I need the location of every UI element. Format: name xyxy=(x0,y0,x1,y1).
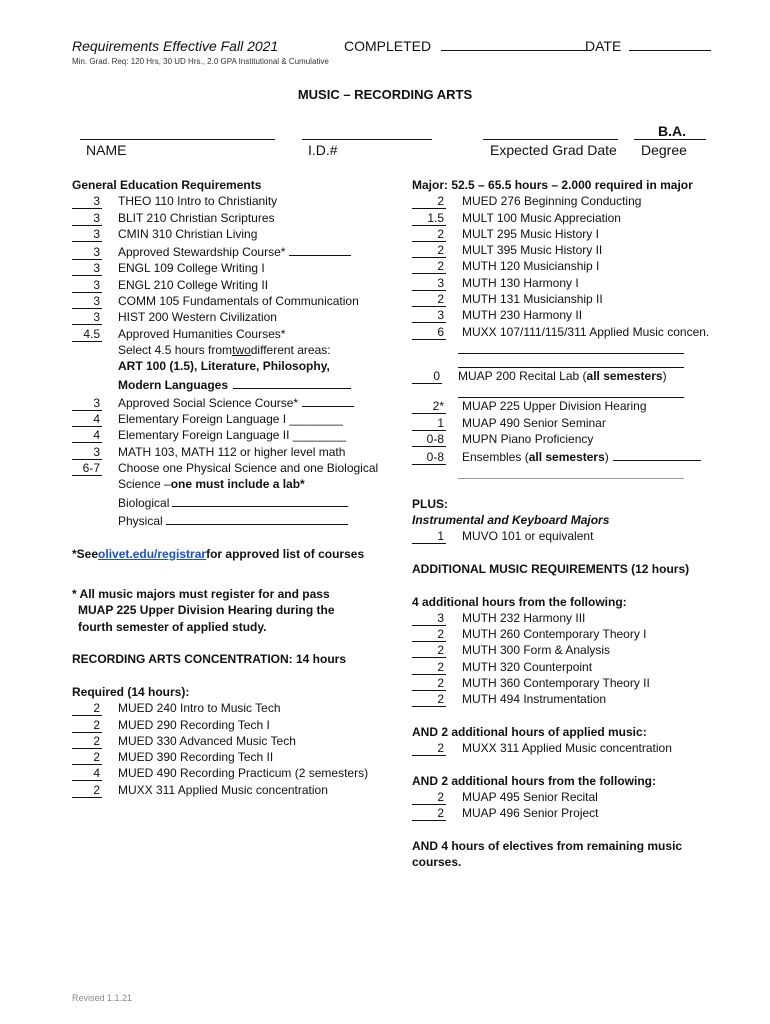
course-name: MUTH 130 Harmony I xyxy=(462,275,579,290)
completed-field[interactable] xyxy=(441,50,591,51)
course-name: MUAP 496 Senior Project xyxy=(462,806,599,821)
credit-field[interactable]: 0-8 xyxy=(412,449,446,465)
course-row xyxy=(412,659,732,675)
course-row xyxy=(72,700,392,716)
course-row xyxy=(72,765,392,781)
gen-ed-list-2 xyxy=(72,393,392,476)
left-column xyxy=(72,177,392,798)
course-row xyxy=(72,444,392,460)
course-name: MULT 295 Music History I xyxy=(462,226,599,241)
course-name: MUTH 494 Instrumentation xyxy=(462,692,607,707)
course-row xyxy=(412,398,732,414)
course-row xyxy=(412,642,732,658)
course-name: COMM 105 Fundamentals of Communication xyxy=(118,294,359,309)
major-blank-4 xyxy=(412,465,732,479)
date-label xyxy=(585,38,711,54)
ensembles-close: ) xyxy=(604,450,609,465)
humanities-note-text: Select 4.5 hours from xyxy=(118,342,233,357)
credit-field[interactable]: 3 xyxy=(72,293,102,309)
course-name: MUTH 300 Form & Analysis xyxy=(462,643,611,658)
course-name: MULT 100 Music Appreciation xyxy=(462,210,621,225)
completed-label xyxy=(344,38,591,54)
credit-field[interactable]: 2 xyxy=(412,805,446,821)
date-field[interactable] xyxy=(629,50,711,51)
degree-line xyxy=(634,139,706,140)
credit-field[interactable]: 3 xyxy=(72,309,102,325)
credit-field[interactable]: 3 xyxy=(72,277,102,293)
course-name: MUXX 107/111/115/311 Applied Music concen. xyxy=(462,324,710,339)
course-name: Choose one Physical Science and one Biological xyxy=(118,461,379,476)
credit-field[interactable]: 2 xyxy=(412,659,446,675)
humanities-note-two: two xyxy=(232,342,251,357)
name-field[interactable] xyxy=(80,139,275,140)
course-row xyxy=(412,415,732,431)
science-note-lab: one must include a lab* xyxy=(170,477,305,492)
course-name: MULT 395 Music History II xyxy=(462,243,603,258)
course-row xyxy=(412,242,732,258)
see-registrar-note xyxy=(72,546,392,562)
course-name: MUAP 225 Upper Division Hearing xyxy=(462,399,647,414)
course-name: MUVO 101 or equivalent xyxy=(462,529,594,544)
credit-field[interactable]: 2 xyxy=(412,642,446,658)
four-hours-list xyxy=(412,610,732,708)
major-blank-2 xyxy=(412,354,732,368)
credit-field[interactable]: 2 xyxy=(412,291,446,307)
biological-label: Biological xyxy=(118,495,170,510)
grad-date-field[interactable] xyxy=(483,139,618,140)
credit-field[interactable]: 2 xyxy=(412,675,446,691)
two-hours-heading: AND 2 additional hours from the following: xyxy=(412,773,656,788)
degree-value: B.A. xyxy=(658,123,686,139)
course-name: MUED 240 Intro to Music Tech xyxy=(118,701,281,716)
ensembles-field[interactable] xyxy=(613,447,701,461)
credit-field[interactable]: 4 xyxy=(72,411,102,427)
course-name: MUPN Piano Proficiency xyxy=(462,431,594,446)
credit-field[interactable]: 4 xyxy=(72,427,102,443)
credit-field[interactable]: 3 xyxy=(72,244,102,260)
course-row xyxy=(72,242,392,260)
applied-item xyxy=(412,740,732,756)
credit-field[interactable]: 1.5 xyxy=(412,210,446,226)
course-row xyxy=(412,789,732,805)
course-name: THEO 110 Intro to Christianity xyxy=(118,194,278,209)
course-name: HIST 200 Western Civilization xyxy=(118,310,277,325)
credit-field[interactable]: 6-7 xyxy=(72,460,102,476)
credit-field[interactable]: 3 xyxy=(72,210,102,226)
music-majors-note-line2: MUAP 225 Upper Division Hearing during the xyxy=(78,603,335,618)
credit-field[interactable]: 6 xyxy=(412,324,446,340)
credit-field[interactable]: 2 xyxy=(72,782,102,798)
credit-field[interactable]: 0-8 xyxy=(412,431,446,447)
course-name: MUED 390 Recording Tech II xyxy=(118,750,274,765)
see-note-text: *See xyxy=(72,546,99,561)
course-name: MUXX 311 Applied Music concentration xyxy=(462,741,672,756)
credit-field[interactable]: 2 xyxy=(412,226,446,242)
course-row xyxy=(412,226,732,242)
credit-field[interactable]: 2 xyxy=(72,749,102,765)
min-grad-req: Min. Grad. Req: 120 Hrs, 30 UD Hrs., 2.0 GPA Institutional & Cumulative xyxy=(72,57,329,66)
plus-heading: PLUS: xyxy=(412,496,448,511)
science-note xyxy=(72,476,392,492)
course-row xyxy=(412,431,732,447)
course-row xyxy=(412,275,732,291)
course-name: MUED 290 Recording Tech I xyxy=(118,717,270,732)
course-row xyxy=(72,309,392,325)
course-name: MUED 490 Recording Practicum (2 semesters) xyxy=(118,766,369,781)
revised-footer: Revised 1.1.21 xyxy=(72,993,133,1003)
course-row xyxy=(72,260,392,276)
degree-label: Degree xyxy=(641,142,687,158)
concentration-list xyxy=(72,700,392,798)
course-row xyxy=(412,258,732,274)
applied-heading: AND 2 additional hours of applied music: xyxy=(412,724,647,739)
credit-field[interactable]: 2 xyxy=(412,691,446,707)
course-name: MUTH 232 Harmony III xyxy=(462,610,586,625)
course-name: MUXX 311 Applied Music concentration xyxy=(118,782,328,797)
course-row xyxy=(412,626,732,642)
course-row xyxy=(72,782,392,798)
required-heading: Required (14 hours): xyxy=(72,684,190,699)
course-name: MATH 103, MATH 112 or higher level math xyxy=(118,444,346,459)
course-row xyxy=(72,293,392,309)
course-row xyxy=(412,691,732,707)
credit-field[interactable]: 2 xyxy=(412,740,446,756)
credit-field[interactable]: 0 xyxy=(412,368,442,384)
page-title: MUSIC – RECORDING ARTS xyxy=(297,87,473,102)
credit-field[interactable]: 3 xyxy=(72,395,102,411)
course-row xyxy=(72,226,392,242)
course-name: Approved Humanities Courses* xyxy=(118,326,286,341)
biological-field[interactable] xyxy=(172,493,348,507)
major-blank-field-4[interactable] xyxy=(458,465,684,479)
major-blank-1 xyxy=(412,340,732,354)
recital-lab-text xyxy=(458,368,667,384)
right-column xyxy=(412,177,732,871)
course-name: Elementary Foreign Language II ________ xyxy=(118,428,347,443)
gen-ed-heading: General Education Requirements xyxy=(72,178,262,192)
humanities-areas: ART 100 (1.5), Literature, Philosophy, xyxy=(118,359,330,374)
requirements-effective: Requirements Effective Fall 2021 xyxy=(72,38,279,54)
credit-field[interactable]: 2 xyxy=(72,733,102,749)
course-row xyxy=(72,210,392,226)
credit-field[interactable]: 2 xyxy=(412,193,446,209)
modern-languages xyxy=(72,375,392,393)
course-name: MUED 276 Beginning Conducting xyxy=(462,194,642,209)
course-name: MUTH 320 Counterpoint xyxy=(462,659,593,674)
credit-field[interactable]: 2 xyxy=(72,717,102,733)
course-row xyxy=(72,460,392,476)
course-name: Elementary Foreign Language I ________ xyxy=(118,412,343,427)
plus-item xyxy=(412,528,732,544)
credit-field[interactable]: 3 xyxy=(72,193,102,209)
humanities-note xyxy=(72,342,392,358)
major-blank-field-2[interactable] xyxy=(458,354,684,368)
music-majors-note-line3: fourth semester of applied study. xyxy=(78,619,267,634)
course-row xyxy=(72,277,392,293)
course-name: CMIN 310 Christian Living xyxy=(118,226,258,241)
course-row xyxy=(72,733,392,749)
course-name: MUTH 230 Harmony II xyxy=(462,308,583,323)
course-row xyxy=(72,193,392,209)
credit-field[interactable]: 2 xyxy=(412,626,446,642)
two-hours-list xyxy=(412,789,732,822)
course-name: ENGL 210 College Writing II xyxy=(118,277,269,292)
ensembles-row xyxy=(412,447,732,465)
major-list-2 xyxy=(412,398,732,447)
name-label: NAME xyxy=(86,142,127,158)
registrar-link[interactable]: olivet.edu/registrar xyxy=(98,546,207,561)
credit-field[interactable]: 3 xyxy=(72,444,102,460)
course-name: MUED 330 Advanced Music Tech xyxy=(118,733,296,748)
physical-row xyxy=(72,511,392,529)
recital-lab-label: MUAP 200 Recital Lab ( xyxy=(458,368,587,383)
course-name: Approved Social Science Course* xyxy=(118,395,299,410)
course-name: MUTH 131 Musicianship II xyxy=(462,292,603,307)
course-name: MUTH 360 Contemporary Theory II xyxy=(462,676,650,691)
course-row xyxy=(412,805,732,821)
ensembles-label: Ensembles ( xyxy=(462,450,529,465)
physical-field[interactable] xyxy=(166,511,348,525)
course-row xyxy=(72,411,392,427)
course-row xyxy=(412,675,732,691)
electives-line2: courses. xyxy=(412,855,462,870)
physical-label: Physical xyxy=(118,513,163,528)
ensembles-text xyxy=(462,449,609,465)
see-note-text-end: for approved list of courses xyxy=(206,546,365,561)
course-name: Approved Stewardship Course* xyxy=(118,245,286,260)
course-row xyxy=(412,291,732,307)
credit-field[interactable]: 2 xyxy=(412,789,446,805)
id-label: I.D.# xyxy=(308,142,338,158)
major-list xyxy=(412,193,732,340)
major-heading: Major: 52.5 – 65.5 hours – 2.000 required in major xyxy=(412,178,693,192)
course-name: ENGL 109 College Writing I xyxy=(118,261,265,276)
grad-date-label: Expected Grad Date xyxy=(490,142,617,158)
recital-lab-row xyxy=(412,368,732,384)
electives-line1: AND 4 hours of electives from remaining music xyxy=(412,838,683,853)
credit-field[interactable]: 3 xyxy=(72,260,102,276)
credit-field[interactable]: 4.5 xyxy=(72,326,102,342)
date-text: DATE xyxy=(585,38,622,54)
modern-languages-field[interactable] xyxy=(233,375,351,389)
additional-heading: ADDITIONAL MUSIC REQUIREMENTS (12 hours) xyxy=(412,561,690,576)
recital-lab-close: ) xyxy=(662,368,667,383)
credit-field[interactable]: 2* xyxy=(412,398,446,414)
major-blank-field-1[interactable] xyxy=(458,340,684,354)
course-row xyxy=(72,393,392,411)
course-fill-field[interactable] xyxy=(289,242,351,256)
credit-field[interactable]: 3 xyxy=(72,226,102,242)
credit-field[interactable]: 1 xyxy=(412,528,446,544)
plus-subheading: Instrumental and Keyboard Majors xyxy=(412,513,610,528)
credit-field[interactable]: 3 xyxy=(412,610,446,626)
credit-field[interactable]: 1 xyxy=(412,415,446,431)
biological-row xyxy=(72,493,392,511)
science-note-text: Science – xyxy=(118,477,171,492)
ensembles-all: all semesters xyxy=(528,450,605,465)
course-name: MUAP 495 Senior Recital xyxy=(462,790,598,805)
course-row xyxy=(412,610,732,626)
four-hours-heading: 4 additional hours from the following: xyxy=(412,594,627,609)
completed-text: COMPLETED xyxy=(344,38,432,54)
major-blank-3 xyxy=(412,384,732,398)
credit-field[interactable]: 4 xyxy=(72,765,102,781)
course-name: BLIT 210 Christian Scriptures xyxy=(118,210,275,225)
modern-languages-text: Modern Languages xyxy=(118,377,229,392)
credit-field[interactable]: 3 xyxy=(412,307,446,323)
credit-field[interactable]: 2 xyxy=(412,242,446,258)
credit-field[interactable]: 2 xyxy=(412,258,446,274)
course-name: MUTH 260 Contemporary Theory I xyxy=(462,627,647,642)
credit-field[interactable]: 2 xyxy=(72,700,102,716)
gen-ed-list xyxy=(72,193,392,342)
course-row xyxy=(72,326,392,342)
course-name: MUAP 490 Senior Seminar xyxy=(462,415,606,430)
music-majors-note-line1: * All music majors must register for and pass xyxy=(72,587,330,602)
course-row xyxy=(412,210,732,226)
course-row xyxy=(412,324,732,340)
course-name: MUTH 120 Musicianship I xyxy=(462,259,600,274)
humanities-note-text-end: different areas: xyxy=(250,342,331,357)
course-row xyxy=(72,717,392,733)
credit-field[interactable]: 3 xyxy=(412,275,446,291)
course-row xyxy=(72,427,392,443)
course-row xyxy=(412,193,732,209)
id-field[interactable] xyxy=(302,139,432,140)
concentration-heading: RECORDING ARTS CONCENTRATION: 14 hours xyxy=(72,652,347,667)
recital-lab-all: all semesters xyxy=(586,368,663,383)
course-row xyxy=(412,307,732,323)
major-blank-field-3[interactable] xyxy=(458,384,684,398)
course-fill-field[interactable] xyxy=(302,393,354,407)
course-row xyxy=(72,749,392,765)
